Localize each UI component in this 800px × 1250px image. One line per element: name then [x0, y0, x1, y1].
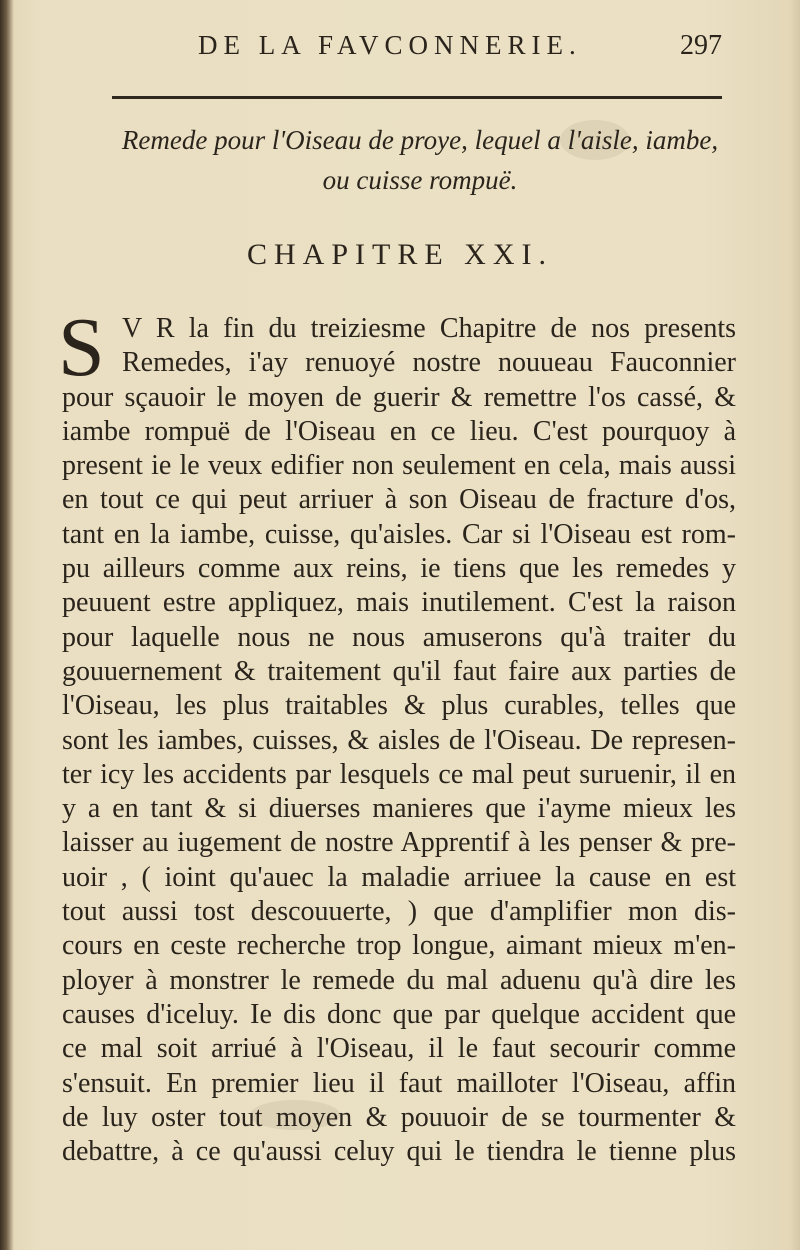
text-line: uoir , ( ioint qu'auec la maladie arriuee la cause en est [62, 861, 736, 893]
chapter-heading-line: ou cuisse rompuë. [322, 165, 518, 195]
text-line: pu ailleurs comme aux reins, ie tiens que les remedes y [62, 553, 736, 585]
text-line: l'Oiseau, les plus traitables & plus curables, telles que [62, 690, 736, 722]
running-head [0, 18, 800, 68]
text-line: de luy oster tout moyen & pouuoir de se tourmenter & [62, 1101, 736, 1133]
text-line: gouuernement & traitement qu'il faut faire aux parties de [62, 655, 736, 687]
text-line: peuuent estre appliquez, mais inutilement. C'est la raison [62, 587, 736, 619]
chapter-heading [70, 120, 770, 200]
running-title: DE LA FAVCONNERIE. [198, 30, 582, 60]
drop-cap: S [58, 301, 105, 394]
text-line: debattre, à ce qu'aussi celuy qui le tiendra le tienne plus [62, 1136, 736, 1168]
text-line: ter icy les accidents par lesquels ce mal peut suruenir, il en [62, 758, 736, 790]
text-line: laisser au iugement de nostre Apprentif à les penser & pre- [62, 827, 736, 859]
text-line: s'ensuit. En premier lieu il faut mailloter l'Oiseau, affin [62, 1067, 736, 1099]
text-line: tout aussi tost descouuerte, ) que d'amplifier mon dis- [62, 896, 736, 928]
text-line: V R la fin du treiziesme Chapitre de nos presents [122, 313, 736, 344]
text-line: ce mal soit arriué à l'Oiseau, il le faut secourir comme [62, 1033, 736, 1065]
text-line: cours en ceste recherche trop longue, aimant mieux m'en- [62, 930, 736, 962]
text-line: causes d'iceluy. Ie dis donc que par quelque accident que [62, 998, 736, 1030]
chapter-heading-line: Remede pour l'Oiseau de proye, lequel a l'aisle, iambe, [121, 125, 719, 155]
text-line: tant en la iambe, cuisse, qu'aisles. Car si l'Oiseau est rom- [62, 518, 736, 550]
text-line: ployer à monstrer le remede du mal aduenu qu'à dire les [62, 964, 736, 996]
page-number: 297 [680, 30, 722, 61]
text-line: Remedes, i'ay renuoyé nostre nouueau Fauconnier [122, 347, 736, 379]
text-line: iambe rompuë de l'Oiseau en ce lieu. C'est pourquoy à [62, 415, 736, 447]
text-line: pour laquelle nous ne nous amuserons qu'à traiter du [62, 621, 736, 653]
header-rule [112, 96, 722, 99]
text-line: en tout ce qui peut arriuer à son Oiseau de fracture d'os, [62, 484, 736, 516]
text-line: pour sçauoir le moyen de guerir & remettre l'os cassé, & [62, 381, 736, 413]
chapter-number: CHAPITRE XXI. [247, 238, 553, 271]
page-gutter-shadow [0, 0, 14, 1250]
text-line: sont les iambes, cuisses, & aisles de l'Oiseau. De represen- [62, 724, 736, 756]
text-line: y a en tant & si diuerses manieres que i'ayme mieux les [62, 793, 736, 825]
text-line: present ie le veux edifier non seulement en cela, mais aussi [62, 450, 736, 482]
body-text [58, 301, 736, 1169]
